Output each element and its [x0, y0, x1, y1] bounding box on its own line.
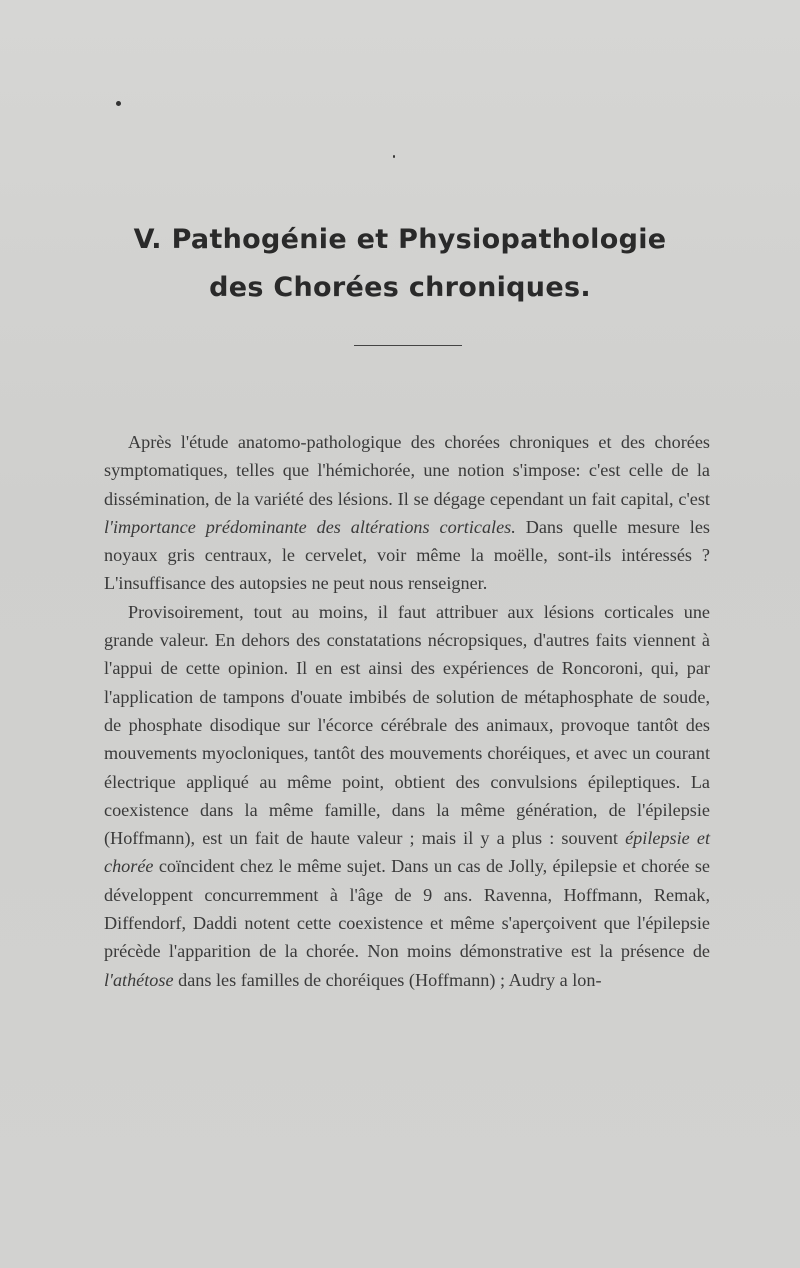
emphasis-text: l'importance prédominante des altérations corticales.: [104, 516, 516, 537]
ink-speck: [116, 101, 121, 106]
paragraph-text: Après l'étude anatomo-pathologique des chorées chroniques et des chorées symptomatiques, telles que l'hémichorée, une notion s'impose: c'est celle de la dissémination, de la variété des lésions. Il se dégage cependant un fait capital, c'est: [104, 432, 710, 509]
body-text: [104, 428, 710, 994]
paragraph-text: Dans quelle mesure les noyaux gris centraux, le cervelet, voir même la moëlle, sont-ils intéressés ? L'insuffisance des autopsies ne peut nous renseigner.: [104, 516, 710, 594]
ink-speck: [393, 155, 395, 158]
chapter-title-line-1: V. Pathogénie et Physiopathologie: [133, 224, 667, 255]
paragraph-2: [104, 598, 710, 994]
emphasis-text: l'athétose: [104, 969, 174, 990]
paragraph-1: [104, 428, 710, 598]
chapter-title-line-2: des Chorées chroniques.: [209, 272, 591, 303]
title-divider: [354, 345, 462, 346]
paragraph-text: dans les familles de choréiques (Hoffmann) ; Audry a lon-: [173, 969, 602, 990]
emphasis-text: épilepsie et chorée: [104, 828, 710, 877]
paragraph-text: Provisoirement, tout au moins, il faut attribuer aux lésions corticales une grande valeur. En dehors des constatations nécropsiques, d'autres faits viennent à l'appui de cette opinion. Il en est ainsi des expériences de Roncoroni, qui, par l'application de tampons d'ouate imbibés de solution de métaphosphate de soude, de phosphate disodique sur l'écorce cérébrale des animaux, provoque tantôt des mouvements myocloniques, tantôt des mouvements choréiques, et avec un courant électrique appliqué au même point, obtient des convulsions épileptiques. La coexistence dans la même famille, dans la même génération, de l'épilepsie (Hoffmann), est un fait de haute valeur ; mais il y a plus : souvent: [104, 601, 710, 849]
paragraph-text: coïncident chez le même sujet. Dans un cas de Jolly, épilepsie et chorée se développent concurremment à l'âge de 9 ans. Ravenna, Hoffmann, Remak, Diffendorf, Daddi notent cette coexistence et même s'aperçoivent que l'épilepsie précède l'apparition de la chorée. Non moins démonstrative est la présence de: [104, 856, 710, 962]
